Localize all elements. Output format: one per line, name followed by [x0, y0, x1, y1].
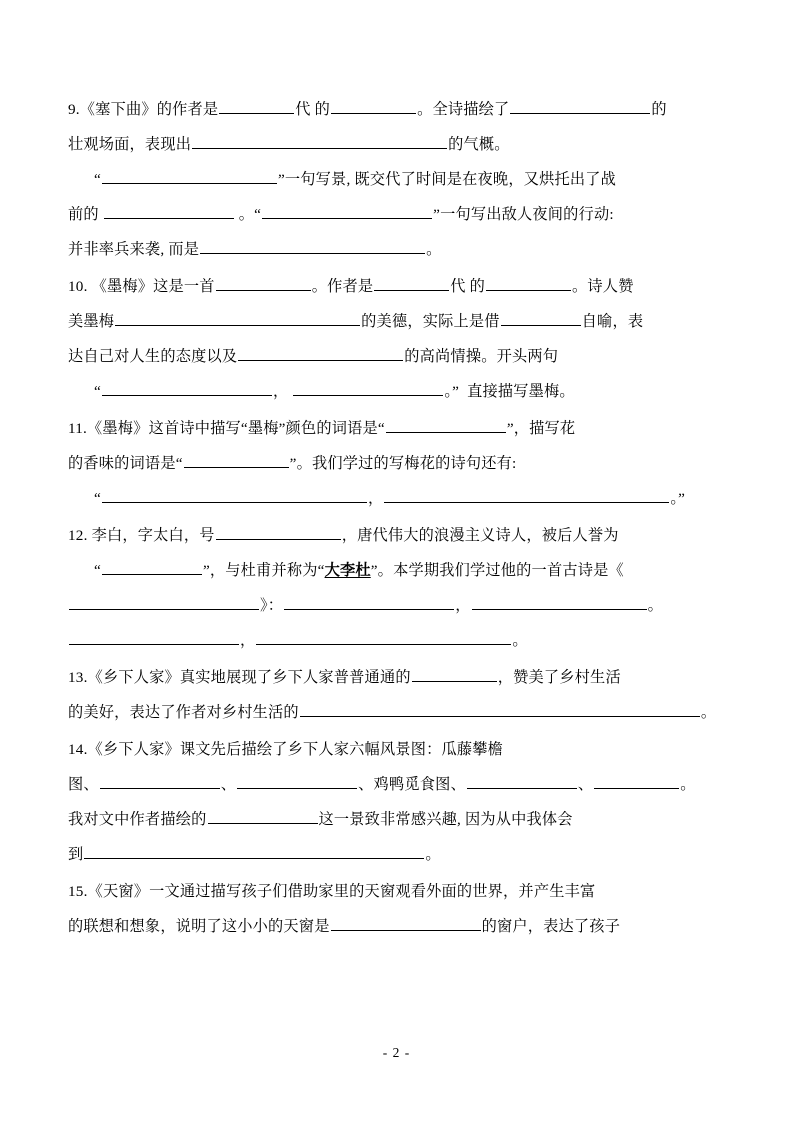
fill-blank[interactable]	[284, 592, 454, 610]
text-fragment: 的高尚情操。开头两句	[404, 348, 559, 365]
fill-blank[interactable]	[219, 96, 294, 114]
text-fragment: 、	[577, 776, 594, 793]
text-fragment: 12. 李白，字太白，号	[68, 527, 215, 544]
text-fragment: 15.《天窗》一文通过描写孩子们借助家里的天窗观看外面的世界，并产生丰富	[68, 883, 596, 900]
fill-blank[interactable]	[293, 378, 443, 396]
text-fragment: ，	[455, 597, 471, 614]
text-fragment: ”，描写花	[506, 420, 576, 437]
fill-blank[interactable]	[100, 771, 220, 789]
question-14-line-4	[68, 837, 725, 872]
text-fragment: 11.《墨梅》这首诗中描写“墨梅”颜色的词语是“	[68, 420, 385, 437]
text-fragment: 。	[700, 704, 717, 721]
question-11-line-2	[68, 446, 725, 481]
text-fragment: 自喻，表	[581, 313, 644, 330]
text-fragment: 的美德，实际上是借	[361, 313, 500, 330]
text-fragment: 、鸡鸭觅食图、	[358, 776, 466, 793]
fill-blank[interactable]	[331, 96, 416, 114]
text-fragment: ”一句写景, 既交代了时间是在夜晚，又烘托出了战	[277, 171, 617, 188]
text-fragment: 10. 《墨梅》这是一首	[68, 278, 215, 295]
fill-blank[interactable]	[384, 485, 669, 503]
fill-blank[interactable]	[216, 273, 311, 291]
fill-blank[interactable]	[331, 913, 481, 931]
question-12-line-4	[68, 623, 725, 658]
text-fragment: 代 的	[295, 101, 331, 118]
question-9-line-4	[68, 197, 725, 232]
text-fragment: “	[94, 171, 101, 188]
text-fragment: 。	[647, 597, 663, 614]
question-10	[68, 269, 725, 409]
text-fragment: 。	[680, 776, 696, 793]
fill-blank[interactable]	[184, 450, 289, 468]
question-14-line-2	[68, 767, 725, 802]
text-fragment: 代 的	[450, 278, 486, 295]
fill-blank[interactable]	[412, 664, 497, 682]
fill-blank[interactable]	[208, 806, 318, 824]
document-body	[68, 92, 725, 944]
fill-blank[interactable]	[115, 308, 360, 326]
fill-blank[interactable]	[102, 557, 202, 575]
text-fragment: 13.《乡下人家》真实地展现了乡下人家普普通通的	[68, 669, 411, 686]
question-10-line-4	[68, 374, 725, 409]
text-fragment: 。	[512, 632, 528, 649]
page-number: - 2 -	[382, 1045, 411, 1060]
question-15	[68, 874, 725, 944]
text-fragment: “	[94, 383, 101, 400]
text-fragment: 。全诗描绘了	[417, 101, 510, 118]
question-14-line-3	[68, 802, 725, 837]
fill-blank[interactable]	[467, 771, 577, 789]
text-fragment: 。”	[444, 383, 460, 400]
question-9-line-2	[68, 127, 725, 162]
question-14-line-1	[68, 732, 725, 767]
fill-blank[interactable]	[594, 771, 679, 789]
fill-blank[interactable]	[300, 699, 700, 717]
text-fragment: ，	[367, 490, 384, 507]
text-fragment: ”。我们学过的写梅花的诗句还有:	[289, 455, 517, 472]
fill-blank[interactable]	[486, 273, 571, 291]
fill-blank[interactable]	[102, 166, 277, 184]
fill-blank[interactable]	[256, 627, 511, 645]
question-15-line-2	[68, 909, 725, 944]
question-12-line-3	[68, 588, 725, 623]
text-fragment: 。作者是	[311, 278, 374, 295]
question-14	[68, 732, 725, 872]
text-fragment: 我对文中作者描绘的	[68, 811, 207, 828]
question-9	[68, 92, 725, 267]
fill-blank[interactable]	[386, 415, 506, 433]
question-13-line-1	[68, 660, 725, 695]
text-fragment: ”一句写出敌人夜间的行动:	[433, 206, 614, 223]
question-12-line-2	[68, 553, 725, 588]
question-13	[68, 660, 725, 730]
fill-blank[interactable]	[510, 96, 650, 114]
text-fragment: 美墨梅	[68, 313, 115, 330]
fill-blank[interactable]	[472, 592, 647, 610]
question-9-line-1	[68, 92, 725, 127]
text-fragment: 并非率兵来袭, 而是	[68, 241, 200, 258]
fill-blank[interactable]	[84, 841, 424, 859]
text-fragment: 。	[426, 241, 442, 258]
text-fragment: “	[94, 562, 101, 579]
text-fragment: 的美好，表达了作者对乡村生活的	[68, 704, 299, 721]
question-10-line-2	[68, 304, 725, 339]
question-11	[68, 411, 725, 516]
text-fragment: 的气概。	[448, 136, 510, 153]
fill-blank[interactable]	[69, 627, 239, 645]
question-9-line-3	[68, 162, 725, 197]
question-10-line-3	[68, 339, 725, 374]
question-15-line-1	[68, 874, 725, 909]
text-fragment: 》：	[260, 597, 284, 614]
text-fragment: ”，与杜甫并称为“	[202, 562, 325, 579]
text-fragment: 、	[220, 776, 237, 793]
text-fragment: 的窗户，表达了孩子	[481, 918, 621, 935]
text-fragment: 到	[68, 846, 84, 863]
fill-blank[interactable]	[200, 236, 425, 254]
fill-blank[interactable]	[262, 201, 432, 219]
question-10-line-1	[68, 269, 725, 304]
text-fragment: 直接描写墨梅。	[467, 383, 575, 400]
text-fragment: ，赞美了乡村生活	[497, 669, 621, 686]
text-fragment: 这一景致非常感兴趣, 因为从中我体会	[318, 811, 573, 828]
fill-blank[interactable]	[374, 273, 449, 291]
text-fragment: 的联想和想象，说明了这小小的天窗是	[68, 918, 330, 935]
text-fragment: 。“	[238, 206, 262, 223]
text-fragment: 的	[651, 101, 667, 118]
fill-blank[interactable]	[102, 485, 367, 503]
question-11-line-1	[68, 411, 725, 446]
text-fragment: 14.《乡下人家》课文先后描绘了乡下人家六幅风景图：瓜藤攀檐	[68, 741, 504, 758]
text-fragment: 。”	[670, 490, 686, 507]
text-fragment: 图、	[68, 776, 99, 793]
question-12-line-1	[68, 518, 725, 553]
question-11-line-3	[68, 481, 725, 516]
fill-blank[interactable]	[102, 378, 272, 396]
text-fragment: 前的	[68, 206, 99, 223]
fill-blank[interactable]	[238, 343, 403, 361]
fill-blank[interactable]	[192, 131, 447, 149]
text-fragment: ，	[240, 632, 256, 649]
text-fragment: ，	[272, 383, 289, 400]
text-fragment: ”。本学期我们学过他的一首古诗是《	[370, 562, 624, 579]
question-9-line-5	[68, 232, 725, 267]
text-fragment: 达自己对人生的态度以及	[68, 348, 238, 365]
text-fragment: 。	[425, 846, 441, 863]
underlined-term-dalidu: 大李杜	[324, 562, 371, 579]
text-fragment: “	[94, 490, 101, 507]
fill-blank[interactable]	[237, 771, 357, 789]
text-fragment: ，唐代伟大的浪漫主义诗人，被后人誉为	[341, 527, 619, 544]
fill-blank[interactable]	[104, 201, 234, 219]
text-fragment: 的香味的词语是“	[68, 455, 183, 472]
fill-blank[interactable]	[216, 522, 341, 540]
fill-blank[interactable]	[501, 308, 581, 326]
text-fragment: 9.《塞下曲》的作者是	[68, 101, 219, 118]
question-13-line-2	[68, 695, 725, 730]
fill-blank[interactable]	[69, 592, 259, 610]
question-12	[68, 518, 725, 658]
text-fragment: 壮观场面，表现出	[68, 136, 192, 153]
text-fragment: 。诗人赞	[572, 278, 634, 295]
